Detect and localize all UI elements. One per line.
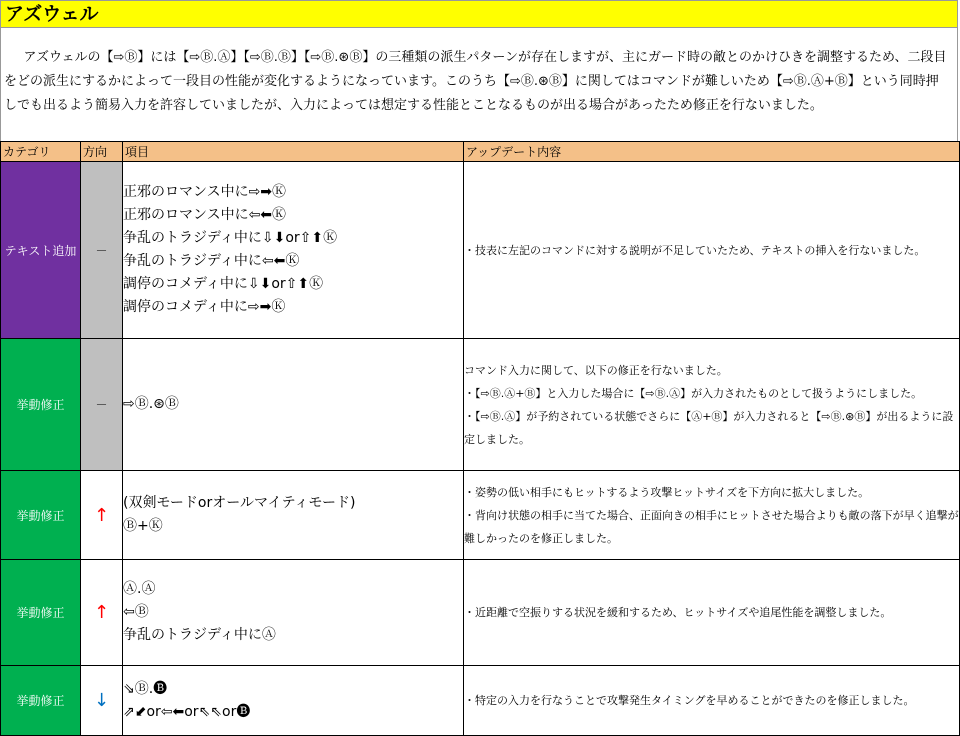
content-line: ・姿勢の低い相手にもヒットするよう攻撃ヒットサイズを下方向に拡大しました。 — [464, 485, 870, 499]
content-line: ・【⇨Ⓑ.Ⓐ】が予約されている状態でさらに【Ⓐ+Ⓑ】が入力されると【⇨Ⓑ.⊛Ⓑ】が出るように設定しました。 — [464, 409, 954, 446]
content-cell — [464, 560, 960, 666]
header-category: カテゴリ — [1, 142, 81, 162]
table-row — [1, 471, 960, 560]
item-cell — [123, 162, 464, 339]
content-line: ・特定の入力を行なうことで攻撃発生タイミングを早めることができたのを修正しました。 — [464, 694, 915, 707]
content-line: コマンド入力に関して、以下の修正を行ないました。 — [464, 363, 728, 377]
category-cell: テキスト追加 — [1, 162, 81, 339]
item-line: (双剣モードorオールマイティモード) — [123, 495, 356, 511]
content-line: ・背向け状態の相手に当てた場合、正面向きの相手にヒットさせた場合よりも敵の落下が早く追撃が難しかったのを修正しました。 — [464, 508, 959, 545]
direction-cell — [81, 471, 123, 560]
category-cell: 挙動修正 — [1, 666, 81, 736]
item-line: 調停のコメディ中に⇨➡Ⓚ — [123, 299, 286, 315]
item-line: ⇗⬋or⇦⬅or⇖⇖or🅑 — [123, 703, 251, 720]
direction-cell — [81, 560, 123, 666]
item-cell — [123, 666, 464, 736]
arrow-up-icon: ↑ — [93, 602, 110, 623]
arrow-down-icon: ↓ — [93, 690, 110, 711]
direction-cell: － — [81, 339, 123, 471]
item-line: 争乱のトラジディ中にⒶ — [123, 627, 276, 643]
item-line: ⇦Ⓑ — [123, 604, 149, 620]
item-line: Ⓑ+Ⓚ — [123, 518, 163, 534]
item-line: Ⓐ.Ⓐ — [123, 581, 156, 597]
table-row — [1, 560, 960, 666]
content-cell — [464, 162, 960, 339]
intro-paragraph: アズウェルの【⇨Ⓑ】には【⇨Ⓑ.Ⓐ】【⇨Ⓑ.Ⓑ】【⇨Ⓑ.⊛Ⓑ】の三種類の派生パターンが存在しますが、主にガード時の敵とのかけひきを調整するため、二段目をどの派生にするかによって一段目の性能が変化するようになっています。このうち【⇨Ⓑ.⊛Ⓑ】に関してはコマンドが難しいため【⇨Ⓑ.Ⓐ+Ⓑ】という同時押しでも出るよう簡易入力を許容していましたが、入力によっては想定する性能とことなるものが出る場合があったため修正を行ないました。 — [0, 28, 958, 141]
header-content: アップデート内容 — [464, 142, 960, 162]
category-cell: 挙動修正 — [1, 471, 81, 560]
content-cell — [464, 339, 960, 471]
direction-cell: － — [81, 162, 123, 339]
table-row — [1, 162, 960, 339]
item-line: ⇨Ⓑ.⊛Ⓑ — [123, 396, 179, 412]
header-direction: 方向 — [81, 142, 123, 162]
arrow-up-icon: ↑ — [93, 504, 110, 526]
update-table — [0, 141, 960, 736]
item-line: 正邪のロマンス中に⇦⬅Ⓚ — [123, 207, 287, 223]
category-cell: 挙動修正 — [1, 339, 81, 471]
item-line: 正邪のロマンス中に⇨➡Ⓚ — [123, 184, 287, 200]
content-cell — [464, 471, 960, 560]
item-cell — [123, 339, 464, 471]
direction-cell — [81, 666, 123, 736]
item-line: 調停のコメディ中に⇩⬇or⇧⬆Ⓚ — [123, 276, 324, 292]
content-cell — [464, 666, 960, 736]
content-line: ・技表に左記のコマンドに対する説明が不足していたため、テキストの挿入を行ないました。 — [464, 243, 926, 257]
content-line: ・近距離で空振りする状況を緩和するため、ヒットサイズや追尾性能を調整しました。 — [464, 606, 892, 619]
item-line: ⇘Ⓑ.🅑 — [123, 680, 168, 697]
header-item: 項目 — [123, 142, 464, 162]
table-row — [1, 339, 960, 471]
category-cell: 挙動修正 — [1, 560, 81, 666]
content-line: ・【⇨Ⓑ.Ⓐ+Ⓑ】と入力した場合に【⇨Ⓑ.Ⓐ】が入力されたものとして扱うようにしました。 — [464, 386, 923, 400]
page-title: アズウェル — [0, 0, 958, 28]
item-cell — [123, 560, 464, 666]
table-header-row — [1, 142, 960, 162]
item-line: 争乱のトラジディ中に⇩⬇or⇧⬆Ⓚ — [123, 230, 338, 246]
item-line: 争乱のトラジディ中に⇦⬅Ⓚ — [123, 253, 300, 269]
table-row — [1, 666, 960, 736]
item-cell — [123, 471, 464, 560]
